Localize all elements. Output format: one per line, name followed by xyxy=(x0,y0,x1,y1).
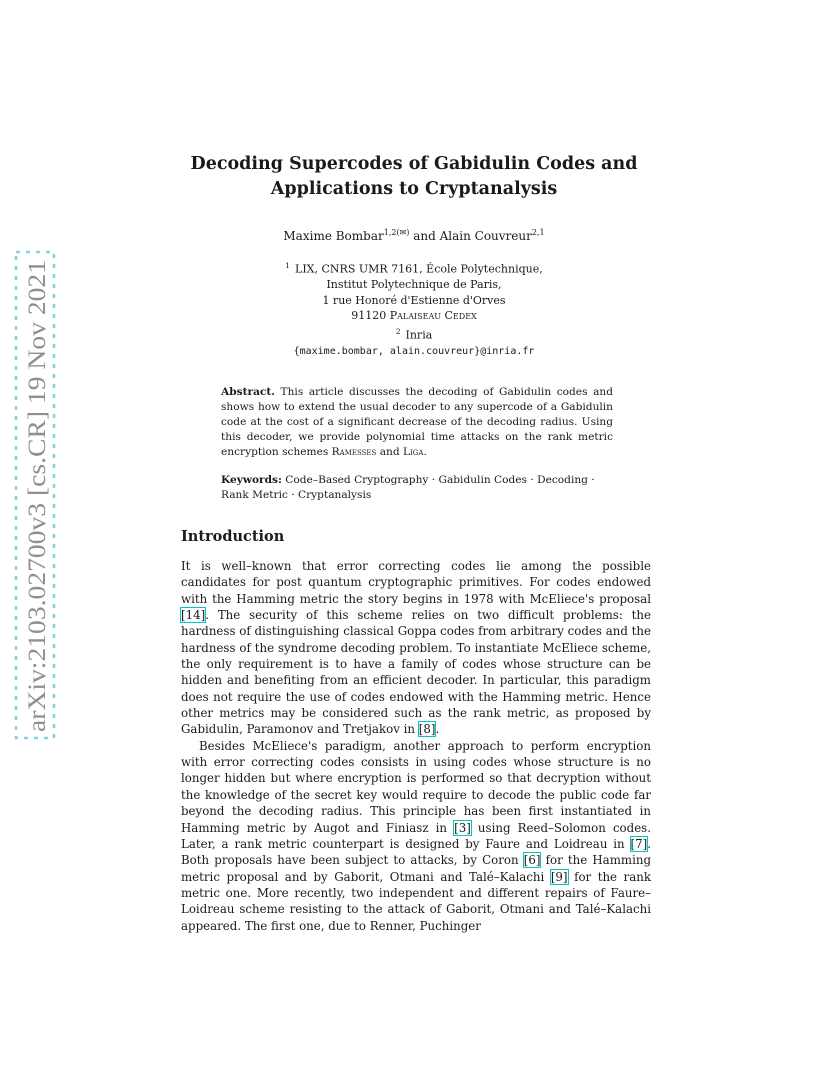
abstract-label: Abstract. xyxy=(221,386,275,398)
citation-link[interactable]: [6] xyxy=(523,853,541,868)
scheme-name: Ramesses xyxy=(331,446,377,458)
author-name: Maxime Bombar xyxy=(283,229,384,243)
affiliation-line: 1 rue Honoré d'Estienne d'Orves xyxy=(322,293,506,307)
affiliations xyxy=(0,258,828,359)
affiliation-number: 1 xyxy=(285,261,291,270)
author-connector: and xyxy=(409,229,440,243)
citation-link[interactable]: [8] xyxy=(418,722,436,737)
citation-link[interactable]: [14] xyxy=(181,608,206,623)
citation-link[interactable]: [3] xyxy=(454,820,471,835)
affiliation-line: $^2$ Inria xyxy=(395,326,433,342)
title-line-1: Decoding Supercodes of Gabidulin Codes and xyxy=(190,154,638,174)
scheme-name: Liga xyxy=(403,446,424,458)
paper-title xyxy=(0,152,828,202)
keywords-label: Keywords: xyxy=(221,474,282,486)
abstract-text: This article discusses the decoding of Gabidulin codes and shows how to extend the usual decoder to any supercode of a Gabidulin code at the cost of a significant decrease of the decoding radius. Using this decoder, we provide polynomial time attacks on the rank metric encryption schemes xyxy=(221,386,613,458)
watermark-text: arXiv:2103.02700v3 [cs.CR] 19 Nov 2021 xyxy=(22,295,51,732)
author-affiliation-mark: 1,2(✉) xyxy=(383,228,410,237)
affiliation-line: $^1$ LIX, CNRS UMR 7161, École Polytechnique, xyxy=(285,261,543,276)
paragraph: Besides McEliece's paradigm, another approach to perform encryption with error correcting codes consists in using codes whose structure is no longer hidden but where encryption is performed so that decryption without the knowledge of the secret key would require to decode the public code far beyond the decoding radius. This principle has been first instantiated in Hamming metric by Augot and Finiasz in [3] using Reed–Solomon codes. Later, a rank metric counterpart is designed by Faure and Loidreau in [7]. Both proposals have been subject to attacks, by Coron [6] for the Hamming metric proposal and by Gaborit, Otmani and Talé–Kalachi [9] for the rank metric one. More recently, two independent and different repairs of Faure–Loidreau scheme resisting to the attack of Gaborit, Otmani and Talé–Kalachi appeared. The first one, due to Renner, Puchinger xyxy=(181,738,651,933)
keywords-text: Code–Based Cryptography · Gabidulin Codes · Decoding · Rank Metric · Cryptanalysis xyxy=(221,474,595,501)
title-line-2: Applications to Cryptanalysis xyxy=(270,179,558,199)
author-list xyxy=(0,228,828,243)
author-name: Alain Couvreur xyxy=(439,229,532,243)
keywords xyxy=(221,473,613,503)
citation-link[interactable]: [9] xyxy=(550,869,568,884)
citation-link[interactable]: [7] xyxy=(630,836,648,851)
affiliation-line: Institut Polytechnique de Paris, xyxy=(326,278,502,292)
abstract: Abstract. This article discusses the decoding of Gabidulin codes and shows how to extend the usual decoder to any supercode of a Gabidulin code at the cost of a significant decrease of the decoding radius. Using this decoder, we provide polynomial time attacks on the rank metric encryption schemes Ramesses and Liga. xyxy=(221,386,613,458)
author-emails: {maxime.bombar, alain.couvreur}@inria.fr xyxy=(293,345,535,357)
section-heading: Introduction xyxy=(181,528,285,545)
paragraph: It is well–known that error correcting codes lie among the possible candidates for post quantum cryptographic primitives. For codes endowed with the Hamming metric the story begins in 1978 with McEliece's proposal [14]. The security of this scheme relies on two difficult problems: the hardness of distinguishing classical Goppa codes from arbitrary codes and the hardness of the syndrome decoding problem. To instantiate McEliece scheme, the only requirement is to have a family of codes whose structure can be hidden and benefiting from an efficient decoder. In particular, this paradigm does not require the use of codes endowed with the Hamming metric. Hence other metrics may be considered such as the rank metric, as proposed by Gabidulin, Paramonov and Tretjakov in [8]. xyxy=(181,559,651,737)
affiliation-line: 91120 Palaiseau Cedex xyxy=(351,309,477,323)
author-affiliation-mark: 2,1 xyxy=(531,228,545,237)
affiliation-number: 2 xyxy=(395,326,401,336)
body-text xyxy=(181,558,651,934)
